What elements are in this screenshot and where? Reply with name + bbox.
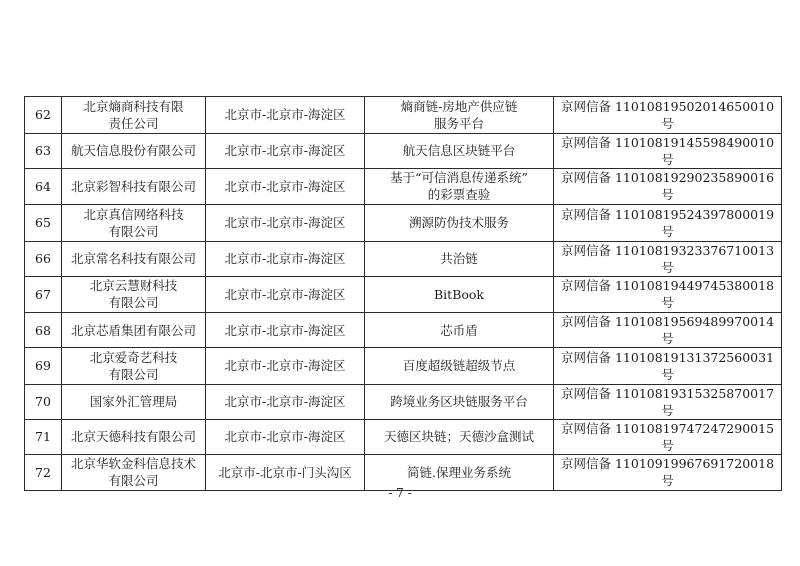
record-number-cell: 京网信备 11010819145598490010 号 [554,133,782,168]
service-name-line: 芯币盾 [440,322,478,338]
service-name-line: 溯源防伪技术服务 [408,215,509,231]
location-cell: 北京市-北京市-海淀区 [206,348,365,385]
registry-table-body [25,97,782,491]
location-cell: 北京市-北京市-海淀区 [206,97,365,134]
table-row [25,384,782,419]
organization-cell [62,313,206,348]
table-row [25,97,782,134]
row-number-cell: 62 [25,97,62,134]
organization-cell [62,133,206,168]
service-name-cell [365,276,554,313]
organization-name-line: 北京华软金科信息技术 [70,456,196,472]
record-number-cell: 京网信备 11010819131372560031 号 [554,348,782,385]
service-name-line: 百度超级链超级节点 [402,358,516,374]
service-name-line: 服务平台 [433,115,484,131]
organization-name-line: 有限公司 [108,473,159,489]
organization-name-line: 北京天德科技有限公司 [70,429,196,444]
organization-name-line: 有限公司 [108,223,159,239]
organization-cell [62,276,206,313]
service-name-line: 熵商链-房地产供应链 [400,98,518,114]
record-number-cell: 京网信备 11010819747247290015 号 [554,419,782,454]
organization-name-line: 北京芯盾集团有限公司 [70,322,196,338]
service-name-line: 基于“可信消息传递系统” [390,170,528,186]
table-row [25,348,782,385]
organization-name-line: 北京常名科技有限公司 [70,251,196,266]
organization-name-line: 责任公司 [108,115,159,131]
organization-cell [62,348,206,385]
row-number-cell: 65 [25,205,62,242]
record-number-cell: 京网信备 11010919967691720018 号 [554,454,782,491]
organization-name-line: 北京云慧财科技 [89,278,178,294]
row-number-cell: 71 [25,419,62,454]
row-number-cell: 64 [25,168,62,205]
record-number-cell: 京网信备 11010819290235890016 号 [554,168,782,205]
service-name-cell [365,205,554,242]
organization-name-line: 北京熵商科技有限 [83,98,184,114]
location-cell: 北京市-北京市-海淀区 [206,276,365,313]
organization-name-line: 航天信息股份有限公司 [70,143,196,158]
service-name-cell [365,241,554,276]
organization-cell [62,241,206,276]
organization-cell [62,384,206,419]
organization-cell [62,419,206,454]
row-number-cell: 63 [25,133,62,168]
service-name-cell [365,348,554,385]
table-row [25,168,782,205]
location-cell: 北京市-北京市-海淀区 [206,241,365,276]
service-name-line: BitBook [433,286,485,302]
row-number-cell: 68 [25,313,62,348]
organization-name-line: 有限公司 [108,366,159,382]
service-name-line: 跨境业务区块链服务平台 [390,394,528,409]
organization-cell [62,205,206,242]
table-row [25,205,782,242]
row-number-cell: 69 [25,348,62,385]
location-cell: 北京市-北京市-海淀区 [206,419,365,454]
service-name-line: 航天信息区块链平台 [402,143,516,158]
location-cell: 北京市-北京市-海淀区 [206,205,365,242]
record-number-cell: 京网信备 11010819502014650010 号 [554,97,782,134]
service-name-cell [365,133,554,168]
service-name-cell [365,313,554,348]
service-name-line: 的彩票查验 [427,187,491,203]
record-number-cell: 京网信备 11010819449745380018 号 [554,276,782,313]
registry-table [24,96,782,491]
record-number-cell: 京网信备 11010819323376710013 号 [554,241,782,276]
location-cell: 北京市-北京市-海淀区 [206,384,365,419]
row-number-cell: 67 [25,276,62,313]
organization-cell [62,168,206,205]
service-name-cell [365,384,554,419]
row-number-cell: 70 [25,384,62,419]
record-number-cell: 京网信备 11010819569489970014 号 [554,313,782,348]
page-number: - 7 - [388,486,412,500]
record-number-cell: 京网信备 11010819315325870017 号 [554,384,782,419]
row-number-cell: 66 [25,241,62,276]
service-name-line: 共治链 [440,251,478,266]
service-name-line: 简链.保理业务系统 [407,464,511,480]
table-row [25,313,782,348]
table-row [25,241,782,276]
row-number-cell: 72 [25,454,62,491]
organization-name-line: 有限公司 [108,295,159,311]
organization-cell [62,97,206,134]
organization-name-line: 北京爱奇艺科技 [89,349,178,365]
table-row [25,133,782,168]
service-name-line: 天德区块链；天德沙盒测试 [383,429,534,444]
location-cell: 北京市-北京市-海淀区 [206,313,365,348]
service-name-cell [365,168,554,205]
service-name-cell [365,97,554,134]
table-row [25,419,782,454]
organization-name-line: 北京真信网络科技 [83,206,184,222]
table-row [25,276,782,313]
organization-name-line: 国家外汇管理局 [89,394,178,409]
service-name-cell [365,419,554,454]
location-cell: 北京市-北京市-海淀区 [206,168,365,205]
location-cell: 北京市-北京市-门头沟区 [206,454,365,491]
location-cell: 北京市-北京市-海淀区 [206,133,365,168]
record-number-cell: 京网信备 11010819524397800019 号 [554,205,782,242]
organization-name-line: 北京彩智科技有限公司 [70,178,196,194]
